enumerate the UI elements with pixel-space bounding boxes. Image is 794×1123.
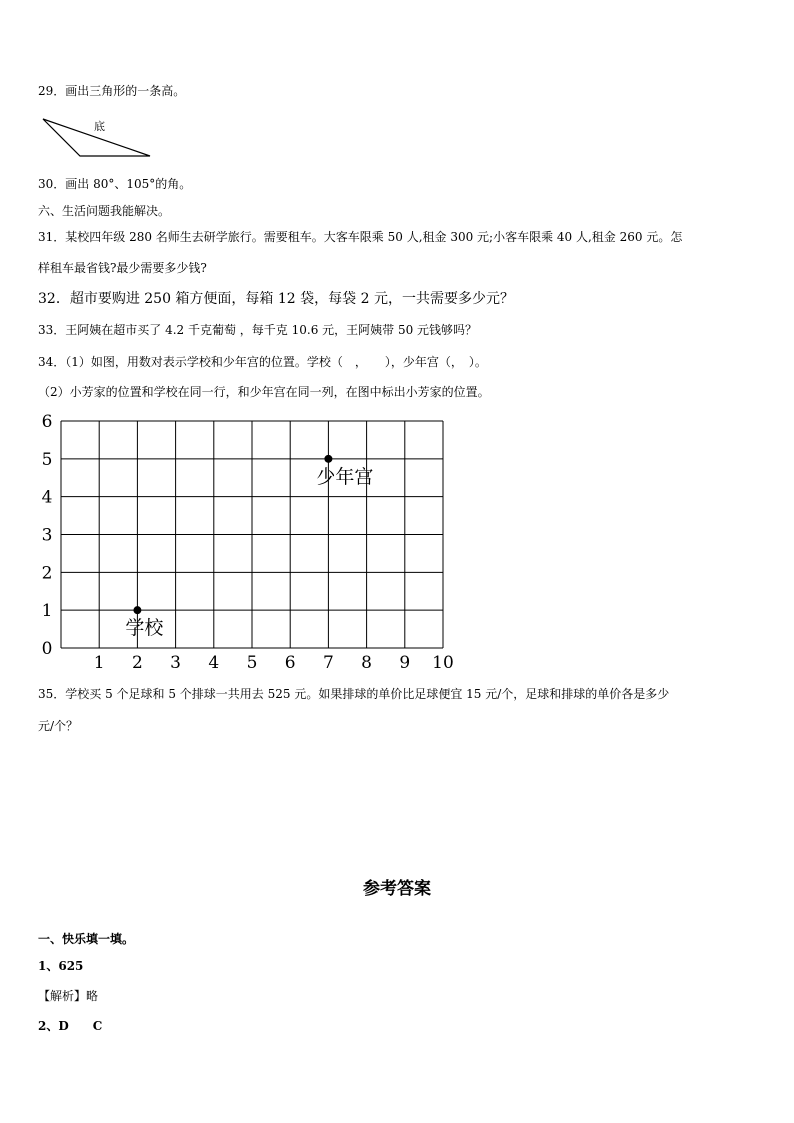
grid-point-label: 学校 (125, 617, 164, 640)
question-34-part-2: （2）小芳家的位置和学校在同一行，和少年宫在同一列，在图中标出小芳家的位置。 (38, 385, 490, 399)
y-tick-label: 1 (41, 601, 53, 622)
y-tick-label: 5 (41, 449, 53, 470)
answers-section-1: 一、快乐填一填。 (38, 932, 135, 946)
x-tick-label: 3 (170, 653, 182, 673)
question-29: 29．画出三角形的一条高。 (38, 84, 186, 98)
y-tick-label: 6 (41, 412, 53, 432)
grid-point (324, 455, 332, 463)
x-tick-label: 5 (246, 653, 258, 673)
x-tick-label: 2 (131, 653, 143, 673)
x-tick-label: 7 (322, 653, 334, 673)
coordinate-grid (42, 412, 454, 673)
grid-point (133, 606, 141, 614)
answer-2: 2、D C (38, 1019, 103, 1033)
question-31-line-2: 样租车最省钱?最少需要多少钱? (38, 261, 207, 275)
answer-1: 1、625 (38, 959, 84, 973)
y-tick-label: 2 (41, 563, 53, 584)
x-tick-label: 6 (284, 653, 296, 673)
question-30: 30．画出 80°、105°的角。 (38, 177, 192, 191)
question-35-line-2: 元/个？ (38, 719, 79, 733)
y-tick-label: 4 (41, 487, 53, 508)
y-tick-label: 0 (41, 639, 53, 659)
y-tick-label: 3 (41, 525, 53, 546)
question-35-line-1: 35．学校买 5 个足球和 5 个排球一共用去 525 元。如果排球的单价比足球便宜 15 元/个，足球和排球的单价各是多少 (38, 687, 670, 701)
x-tick-label: 10 (432, 653, 454, 673)
answer-1-explanation: 【解析】略 (38, 989, 99, 1003)
question-32: 32．超市要购进 250 箱方便面，每箱 12 袋，每袋 2 元，一共需要多少元？ (38, 291, 514, 307)
x-tick-label: 9 (399, 653, 411, 673)
question-33: 33．王阿姨在超市买了 4.2 千克葡萄 ，每千克 10.6 元，王阿姨带 50 元钱够吗？ (38, 323, 478, 337)
x-tick-label: 8 (361, 653, 373, 673)
triangle-base-label: 底 (94, 120, 105, 133)
x-tick-label: 4 (208, 653, 220, 673)
answers-title: 参考答案 (363, 879, 431, 899)
question-34-part-1: 34．（1）如图，用数对表示学校和少年宫的位置。学校（ ， ），少年宫（， ）。 (38, 355, 487, 369)
x-tick-label: 1 (93, 653, 105, 673)
section-6-heading: 六、生活问题我能解决。 (38, 204, 171, 218)
triangle-figure (43, 119, 150, 156)
question-31-line-1: 31．某校四年级 280 名师生去研学旅行。需要租车。大客车限乘 50 人,租金 300 元;小客车限乘 40 人,租金 260 元。怎 (38, 230, 683, 244)
grid-point-label: 少年宫 (316, 465, 374, 488)
